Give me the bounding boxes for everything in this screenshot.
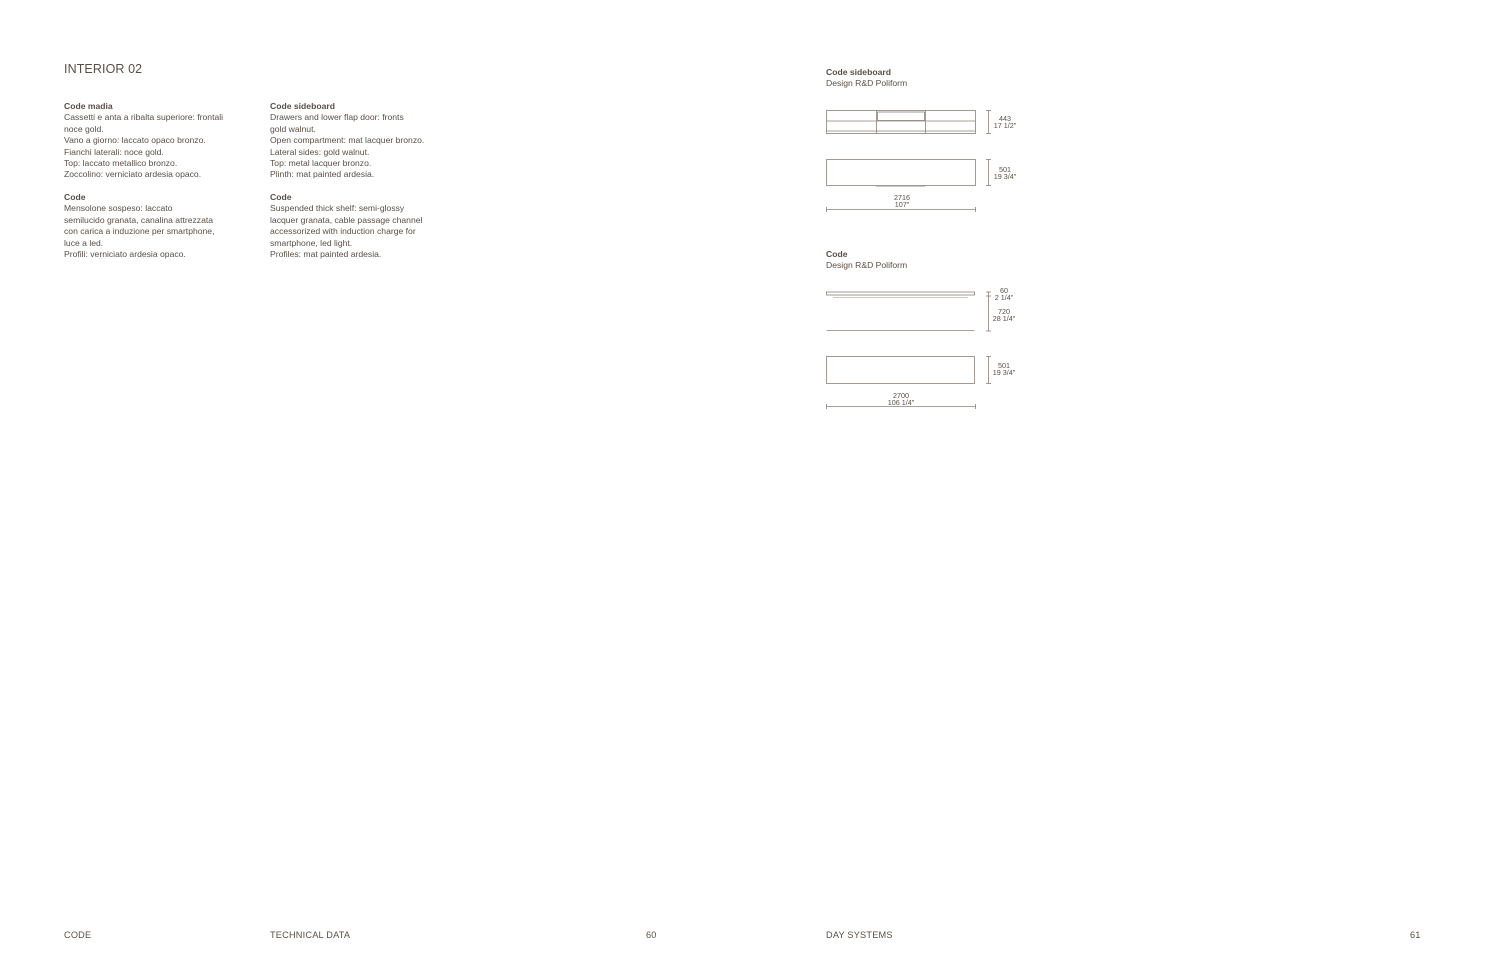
spec-line: lacquer granata, cable passage channel — [270, 214, 423, 225]
dim-mm: 2700 — [893, 391, 909, 400]
footer-section-left: TECHNICAL DATA — [270, 930, 351, 940]
page-title: INTERIOR 02 — [64, 62, 143, 76]
product-designer: Design R&D Poliform — [826, 78, 908, 89]
spec-line: Profili: verniciato ardesia opaco. — [64, 249, 186, 260]
product-designer: Design R&D Poliform — [826, 260, 908, 271]
shelf-plan — [827, 357, 975, 384]
spec-line: smartphone, led light. — [270, 237, 353, 248]
spec-line: luce a led. — [64, 237, 104, 248]
footer-section-right: DAY SYSTEMS — [826, 930, 893, 940]
dim-label-shelf-width — [881, 392, 921, 406]
spec-line: accessorized with induction charge for — [270, 226, 416, 237]
spec-line: Vano a giorno: laccato opaco bronzo. — [64, 135, 206, 146]
dim-mm: 720 — [998, 307, 1010, 316]
spec-line: semilucido granata, canalina attrezzata — [64, 214, 214, 225]
spec-line: con carica a induzione per smartphone, — [64, 226, 215, 237]
dim-label-shelf-height — [984, 308, 1024, 322]
spec-heading: Code — [270, 192, 292, 202]
dim-mm: 443 — [999, 114, 1011, 123]
dim-label-sideboard-width — [882, 194, 922, 208]
spec-line: Zoccolino: verniciato ardesia opaco. — [64, 169, 202, 180]
spec-line: Lateral sides: gold walnut. — [270, 146, 370, 157]
footer-page-number-right: 61 — [1410, 930, 1421, 940]
spec-line: Top: laccato metallico bronzo. — [64, 158, 178, 169]
spec-line: Top: metal lacquer bronzo. — [270, 158, 372, 169]
footer-brand: CODE — [64, 930, 92, 940]
spec-line: Fianchi laterali: noce gold. — [64, 146, 164, 157]
spec-line: Profiles: mat painted ardesia. — [270, 249, 382, 260]
spec-line: Mensolone sospeso: laccato — [64, 203, 173, 214]
spec-line: noce gold. — [64, 123, 104, 134]
dim-inch: 28 1/4" — [992, 314, 1016, 323]
dim-label-shelf-thickness — [984, 287, 1024, 301]
spec-line: gold walnut. — [270, 123, 316, 134]
dim-inch: 2 1/4" — [994, 293, 1014, 302]
dim-inch: 107" — [894, 200, 910, 209]
dim-mm: 2716 — [894, 193, 910, 202]
spec-line: Suspended thick shelf: semi-glossy — [270, 203, 405, 214]
spec-line: Drawers and lower flap door: fronts — [270, 112, 404, 123]
dim-inch: 19 3/4" — [992, 368, 1016, 377]
dim-mm: 501 — [999, 165, 1011, 174]
shelf-front-elevation — [827, 292, 975, 331]
dim-label-front-height — [985, 115, 1025, 129]
product-heading: Code sideboard — [826, 67, 891, 77]
spec-heading: Code sideboard — [270, 101, 335, 111]
dim-label-sideboard-depth — [985, 166, 1025, 180]
sideboard-front-elevation — [827, 111, 976, 134]
spec-heading: Code — [64, 192, 86, 202]
spec-heading: Code madia — [64, 101, 113, 111]
dim-mm: 501 — [998, 361, 1010, 370]
spec-line: Plinth: mat painted ardesia. — [270, 169, 375, 180]
spec-line: Open compartment: mat lacquer bronzo. — [270, 135, 425, 146]
dim-inch: 17 1/2" — [993, 121, 1017, 130]
dim-inch: 19 3/4" — [993, 172, 1017, 181]
dim-mm: 60 — [1000, 286, 1008, 295]
dim-label-shelf-depth — [984, 362, 1024, 376]
sideboard-plan — [827, 160, 976, 187]
footer-page-number-left: 60 — [646, 930, 657, 940]
dim-inch: 106 1/4" — [887, 398, 915, 407]
spec-line: Cassetti e anta a ribalta superiore: frontali — [64, 112, 224, 123]
product-heading: Code — [826, 249, 848, 259]
